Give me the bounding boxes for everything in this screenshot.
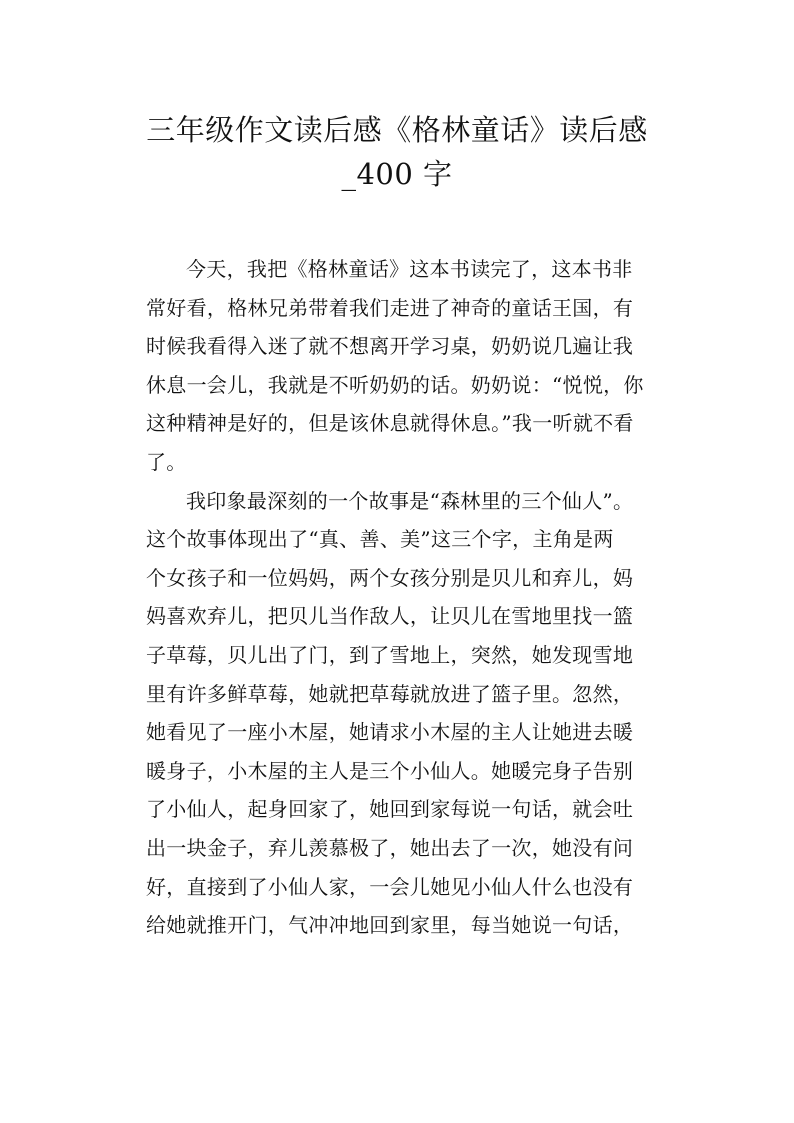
paragraph-line: 给她就推开门，气冲冲地回到家里，每当她说一句话， bbox=[146, 913, 634, 938]
paragraph-line: 子草莓，贝儿出了门，到了雪地上，突然，她发现雪地 bbox=[146, 642, 634, 667]
paragraph-line: 这种精神是好的，但是该休息就得休息。”我一听就不看 bbox=[146, 411, 634, 436]
paragraph-line: 她看见了一座小木屋，她请求小木屋的主人让她进去暖 bbox=[146, 720, 634, 745]
paragraph-line: 了。 bbox=[146, 449, 187, 474]
paragraph-line: 今天，我把《格林童话》这本书读完了，这本书非 bbox=[186, 257, 633, 281]
paragraph-line: 个女孩子和一位妈妈，两个女孩分别是贝儿和弃儿，妈 bbox=[146, 565, 634, 590]
paragraph-line: 妈喜欢弃儿，把贝儿当作敌人，让贝儿在雪地里找一篮 bbox=[146, 604, 634, 629]
paragraph-line: 常好看，格林兄弟带着我们走进了神奇的童话王国，有 bbox=[146, 295, 634, 320]
title-line-1: 三年级作文读后感《格林童话》读后感 bbox=[146, 113, 648, 147]
paragraph-line: 了小仙人，起身回家了，她回到家每说一句话，就会吐 bbox=[146, 797, 634, 822]
paragraph-line: 我印象最深刻的一个故事是“森林里的三个仙人”。 bbox=[186, 488, 634, 513]
paragraph-line: 出一块金子，弃儿羡慕极了，她出去了一次，她没有问 bbox=[146, 835, 634, 860]
paragraph-line: 时候我看得入迷了就不想离开学习桌，奶奶说几遍让我 bbox=[146, 334, 634, 359]
paragraph-line: 里有许多鲜草莓，她就把草莓就放进了篮子里。忽然， bbox=[146, 681, 634, 706]
paragraph-line: 好，直接到了小仙人家，一会儿她见小仙人什么也没有 bbox=[146, 874, 634, 899]
document-body bbox=[146, 250, 666, 945]
paragraph-2 bbox=[146, 482, 666, 945]
paragraph-1 bbox=[146, 250, 666, 482]
title-line-2: _400 字 bbox=[341, 157, 453, 191]
paragraph-line: 休息一会儿，我就是不听奶奶的话。奶奶说：“悦悦，你 bbox=[146, 372, 644, 397]
paragraph-line: 暖身子，小木屋的主人是三个小仙人。她暖完身子告别 bbox=[146, 758, 634, 783]
paragraph-line: 这个故事体现出了“真、善、美”这三个字，主角是两 bbox=[146, 527, 614, 552]
document-title bbox=[120, 108, 674, 196]
